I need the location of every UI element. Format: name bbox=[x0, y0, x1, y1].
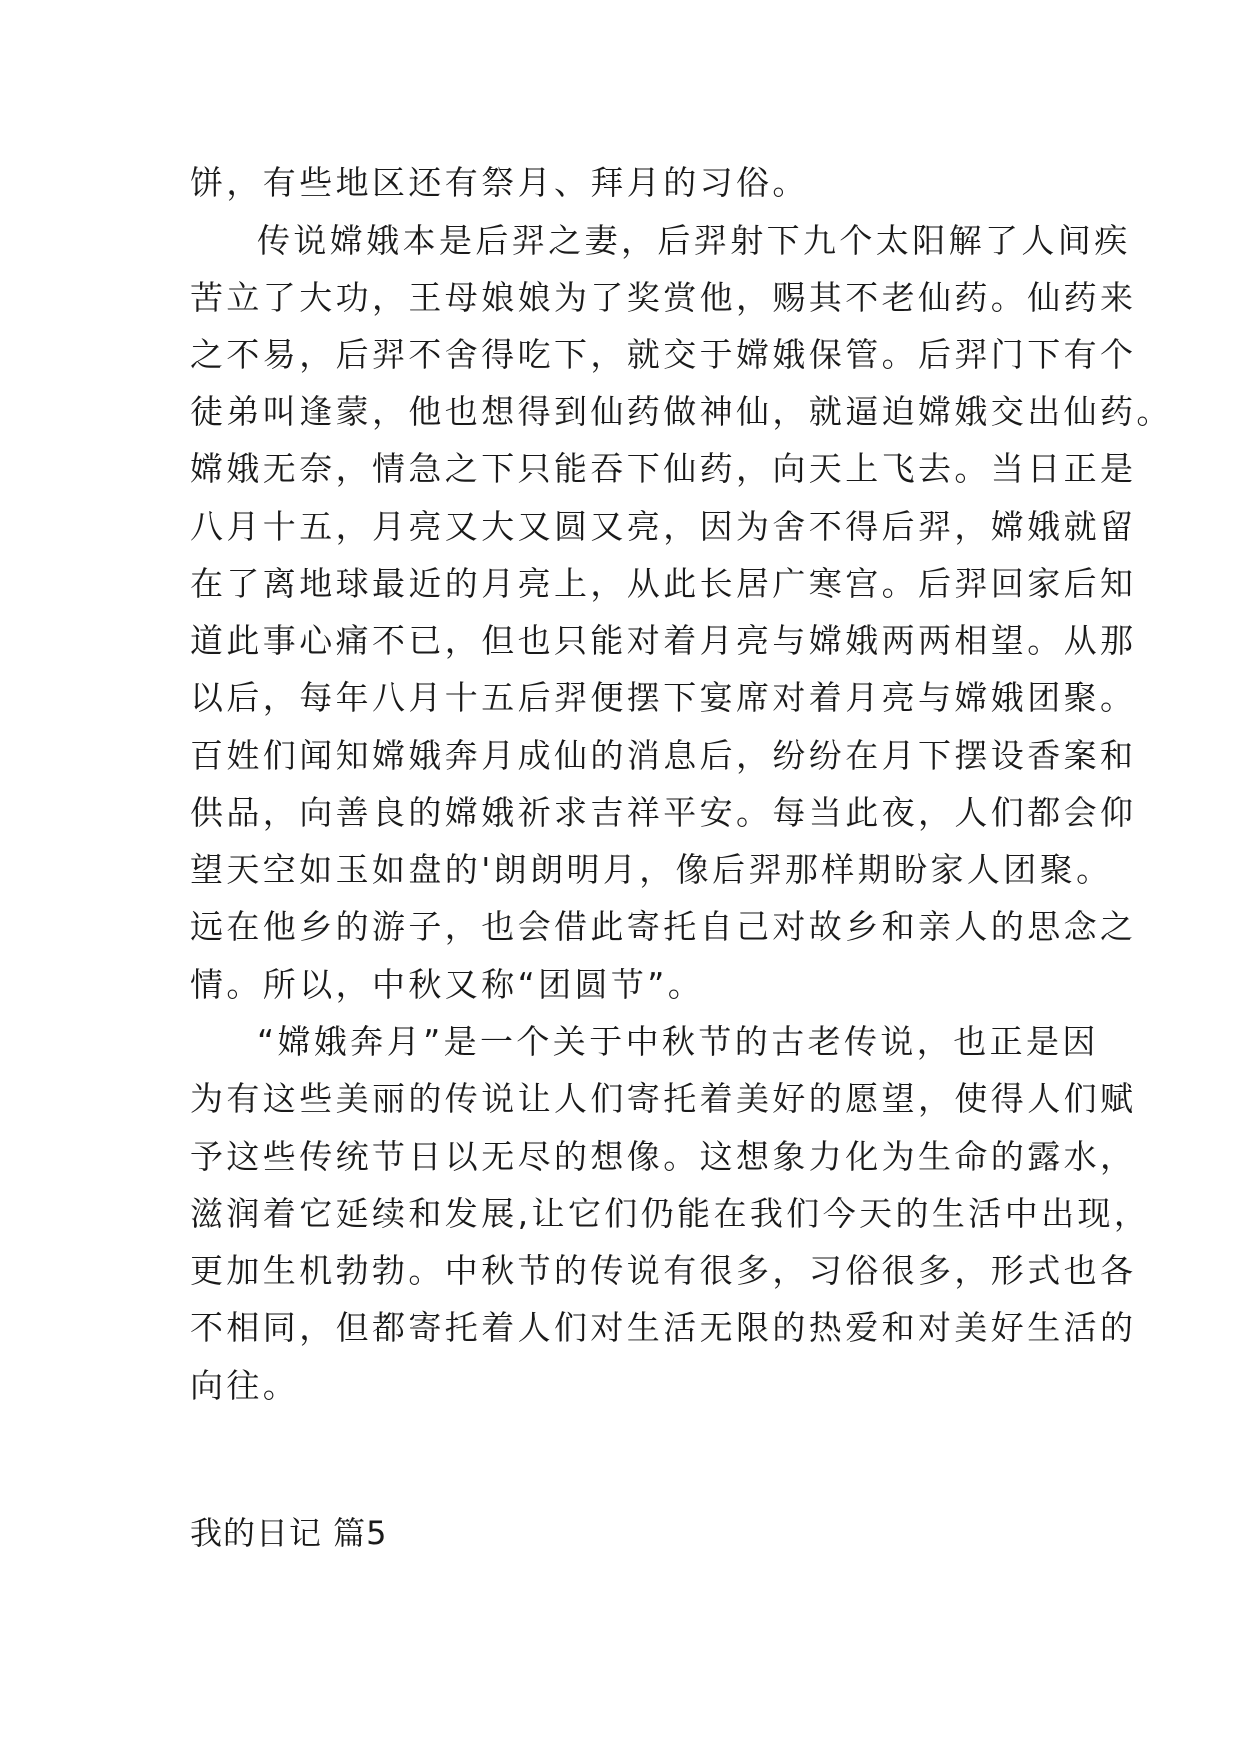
text-line: 不相同，但都寄托着人们对生活无限的热爱和对美好生活的 bbox=[190, 1308, 1137, 1347]
section-heading: 我的日记 篇5 bbox=[190, 1514, 388, 1552]
text-line: 更加生机勃勃。中秋节的传说有很多，习俗很多，形式也各 bbox=[190, 1251, 1137, 1290]
text-line: 苦立了大功，王母娘娘为了奖赏他，赐其不老仙药。仙药来 bbox=[190, 278, 1137, 317]
text-line: 道此事心痛不已，但也只能对着月亮与嫦娥两两相望。从那 bbox=[190, 621, 1137, 660]
text-line: 望天空如玉如盘的'朗朗明月，像后羿那样期盼家人团聚。 bbox=[190, 850, 1113, 889]
text-line: 百姓们闻知嫦娥奔月成仙的消息后，纷纷在月下摆设香案和 bbox=[190, 736, 1137, 775]
text-line: 之不易，后羿不舍得吃下，就交于嫦娥保管。后羿门下有个 bbox=[190, 335, 1137, 374]
text-line: 以后，每年八月十五后羿便摆下宴席对着月亮与嫦娥团聚。 bbox=[190, 678, 1137, 717]
text-line: 向往。 bbox=[190, 1366, 300, 1405]
text-line: 情。所以，中秋又称“团圆节”。 bbox=[190, 965, 705, 1004]
text-line: 嫦娥无奈，情急之下只能吞下仙药，向天上飞去。当日正是 bbox=[190, 449, 1137, 488]
text-line: 饼，有些地区还有祭月、拜月的习俗。 bbox=[190, 163, 809, 202]
text-line: 滋润着它延续和发展,让它们仍能在我们今天的生活中出现， bbox=[190, 1194, 1151, 1233]
text-line: 八月十五，月亮又大又圆又亮，因为舍不得后羿，嫦娥就留 bbox=[190, 507, 1137, 546]
text-line: “嫦娥奔月”是一个关于中秋节的古老传说，也正是因 bbox=[257, 1022, 1099, 1061]
text-line: 徒弟叫逢蒙，他也想得到仙药做神仙，就逼迫嫦娥交出仙药。 bbox=[190, 392, 1173, 431]
text-line: 供品，向善良的嫦娥祈求吉祥平安。每当此夜，人们都会仰 bbox=[190, 793, 1137, 832]
text-line: 予这些传统节日以无尽的想像。这想象力化为生命的露水， bbox=[190, 1137, 1137, 1176]
text-line: 传说嫦娥本是后羿之妻，后羿射下九个太阳解了人间疾 bbox=[257, 221, 1131, 260]
text-line: 远在他乡的游子，也会借此寄托自己对故乡和亲人的思念之 bbox=[190, 907, 1137, 946]
text-line: 为有这些美丽的传说让人们寄托着美好的愿望，使得人们赋 bbox=[190, 1079, 1137, 1118]
text-line: 在了离地球最近的月亮上，从此长居广寒宫。后羿回家后知 bbox=[190, 564, 1137, 603]
